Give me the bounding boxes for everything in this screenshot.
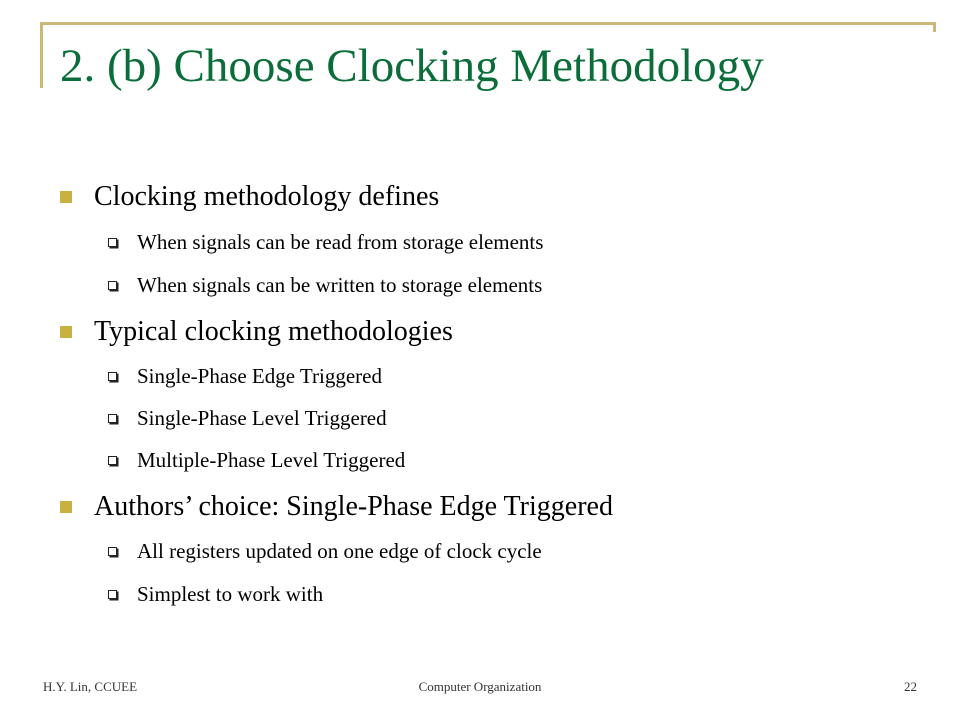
hollow-square-bullet-icon xyxy=(108,372,117,381)
hollow-square-bullet-icon xyxy=(108,456,117,465)
square-bullet-icon xyxy=(60,501,72,513)
bullet-item xyxy=(60,179,439,215)
footer-page-number: 22 xyxy=(904,679,917,694)
bullet-item xyxy=(60,314,453,350)
bullet-text: Authors’ choice: Single-Phase Edge Triggered xyxy=(94,491,613,522)
sub-bullet-item xyxy=(108,536,542,566)
footer-author: H.Y. Lin, CCUEE xyxy=(43,679,138,694)
slide-title: 2. (b) Choose Clocking Methodology xyxy=(60,40,764,92)
sub-bullet-text: When signals can be read from storage elements xyxy=(137,230,544,254)
bullet-item xyxy=(60,489,613,525)
square-bullet-icon xyxy=(60,191,72,203)
sub-bullet-item xyxy=(108,403,387,433)
square-bullet-icon xyxy=(60,326,72,338)
sub-bullet-item xyxy=(108,445,405,475)
sub-bullet-item xyxy=(108,227,543,257)
sub-bullet-item xyxy=(108,270,542,300)
hollow-square-bullet-icon xyxy=(108,414,117,423)
hollow-square-bullet-icon xyxy=(108,238,117,247)
sub-bullet-text: Single-Phase Level Triggered xyxy=(137,406,387,430)
hollow-square-bullet-icon xyxy=(108,281,117,290)
sub-bullet-text: Simplest to work with xyxy=(137,582,324,606)
sub-bullet-item xyxy=(108,361,382,391)
sub-bullet-text: All registers updated on one edge of clock cycle xyxy=(137,539,542,563)
sub-bullet-text: When signals can be written to storage elements xyxy=(137,273,543,297)
sub-bullet-item xyxy=(108,579,323,609)
sub-bullet-text: Multiple-Phase Level Triggered xyxy=(137,448,406,472)
hollow-square-bullet-icon xyxy=(108,547,117,556)
hollow-square-bullet-icon xyxy=(108,590,117,599)
bullet-text: Typical clocking methodologies xyxy=(94,316,453,347)
sub-bullet-text: Single-Phase Edge Triggered xyxy=(137,364,382,388)
footer-course: Computer Organization xyxy=(418,679,542,694)
bullet-text: Clocking methodology defines xyxy=(94,181,440,212)
